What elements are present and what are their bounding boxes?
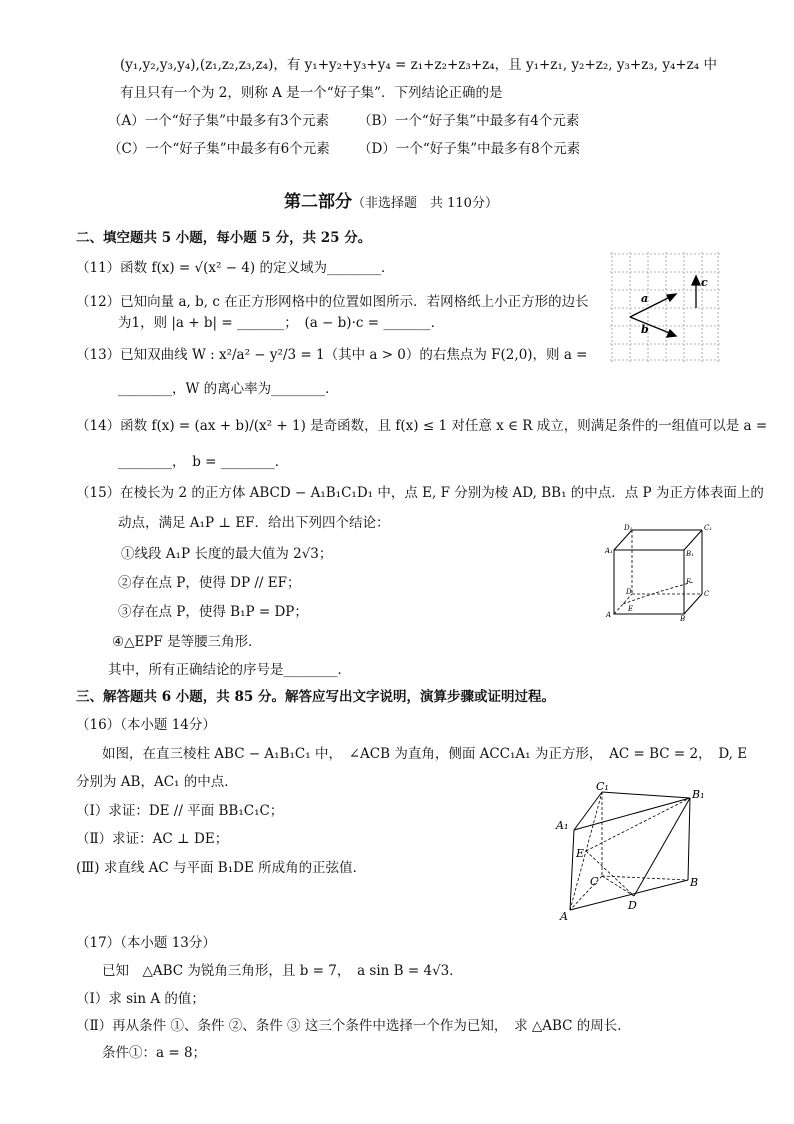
cube-label-c: C — [704, 590, 710, 598]
prism-label-a: A — [560, 910, 568, 923]
q16-line1: 如图，在直三棱柱 ABC − A₁B₁C₁ 中， ∠ACB 为直角，侧面 ACC₁A₁ 为正方形， AC = BC = 2， D, E — [102, 746, 748, 762]
prism-label-e: E — [576, 847, 585, 860]
cube-label-d: D — [626, 588, 632, 596]
section2-heading: 二、填空题共 5 小题，每小题 5 分，共 25 分。 — [76, 230, 372, 246]
q12-line2: 为1，则 |a + b| = _______； (a − b)·c = _______． — [118, 315, 445, 331]
q16-part-i: （Ⅰ）求证：DE // 平面 BB₁C₁C； — [76, 803, 284, 819]
q13-line1: （13）已知双曲线 W : x²/a² − y²/3 = 1（其中 a > 0）的右焦点为 F(2,0)，则 a = — [76, 347, 588, 363]
q17-line1: 已知 △ABC 为锐角三角形，且 b = 7， a sin B = 4√3． — [102, 963, 463, 979]
q15-conclusion-1: ①线段 A₁P 长度的最大值为 2√3； — [121, 546, 333, 562]
section3-heading: 三、解答题共 6 小题，共 85 分。解答应写出文字说明，演算步骤或证明过程。 — [76, 689, 555, 705]
q10-option-c: （C）一个“好子集”中最多有6个元素 — [108, 141, 330, 157]
prism-label-b: B — [690, 876, 699, 889]
vector-c-label: c — [701, 276, 708, 289]
q14-line2: ________， b = ________． — [118, 454, 289, 470]
q16-heading: （16）（本小题 14分） — [76, 717, 216, 733]
q17-heading: （17）（本小题 13分） — [76, 935, 216, 951]
prism-figure — [550, 776, 710, 924]
cube-label-e: E — [628, 605, 634, 613]
part2-title-sub: （非选择题 共 110分） — [352, 196, 498, 211]
q12-line1: （12）已知向量 a, b, c 在正方形网格中的位置如图所示．若网格纸上小正方形的边长 — [76, 294, 589, 310]
cube-label-a: A — [606, 611, 612, 619]
q16-part-ii: （Ⅱ）求证：AC ⊥ DE； — [76, 831, 229, 847]
q17-part-i: （Ⅰ）求 sin A 的值； — [76, 991, 205, 1007]
q15-conclusion-2: ②存在点 P，使得 DP // EF； — [118, 575, 301, 591]
q16-line2: 分别为 AB，AC₁ 的中点． — [76, 774, 238, 790]
prism-label-c1: C₁ — [596, 780, 609, 793]
cube-label-a1: A₁ — [605, 547, 613, 555]
cube-label-b: B — [680, 615, 686, 622]
prism-label-d: D — [628, 899, 637, 912]
cube-figure — [596, 522, 716, 622]
q15-line1: （15）在棱长为 2 的正方体 ABCD − A₁B₁C₁D₁ 中，点 E, F 分别为棱 AD, BB₁ 的中点．点 P 为正方体表面上的 — [76, 485, 764, 501]
prism-label-a1: A₁ — [556, 819, 569, 832]
q10-option-d: （D）一个“好子集”中最多有8个元素 — [358, 141, 581, 157]
q10-option-a: （A）一个“好子集”中最多有3个元素 — [108, 113, 330, 129]
cube-label-d1: D₁ — [624, 524, 633, 532]
prism-label-c: C — [590, 875, 599, 888]
q15-line2: 动点，满足 A₁P ⊥ EF．给出下列四个结论： — [118, 515, 390, 531]
q16-part-iii: (Ⅲ) 求直线 AC 与平面 B₁DE 所成角的正弦值． — [76, 860, 367, 876]
q17-condition-1: 条件①：a = 8； — [102, 1045, 207, 1061]
q10-condition-line2: 有且只有一个为 2，则称 A 是一个“好子集”．下列结论正确的是 — [120, 85, 503, 101]
q10-condition-line1: (y₁,y₂,y₃,y₄),(z₁,z₂,z₃,z₄)，有 y₁+y₂+y₃+y₄ = z₁+z₂+z₃+z₄，且 y₁+z₁, y₂+z₂, y₃+z₃, y₄+z₄ 中 — [120, 57, 717, 73]
prism-label-b1: B₁ — [692, 788, 705, 801]
q10-option-b: （B）一个“好子集”中最多有4个元素 — [358, 113, 580, 129]
vector-grid-figure — [610, 252, 720, 362]
cube-label-b1: B₁ — [686, 550, 694, 558]
part2-title-main: 第二部分 — [284, 192, 352, 212]
q15-conclusion-4: ④△EPF 是等腰三角形． — [112, 634, 262, 650]
q15-ending: 其中，所有正确结论的序号是________． — [108, 662, 351, 678]
q13-line2: ________，W 的离心率为________． — [118, 381, 339, 397]
q17-part-ii: （Ⅱ）再从条件 ①、条件 ②、条件 ③ 这三个条件中选择一个作为已知， 求 △ABC 的周长． — [76, 1018, 631, 1034]
part2-title — [284, 193, 498, 213]
vector-b-label: b — [641, 323, 649, 336]
cube-label-f: F — [686, 578, 691, 586]
q14-line1: （14）函数 f(x) = (ax + b)/(x² + 1) 是奇函数，且 f(x) ≤ 1 对任意 x ∈ R 成立，则满足条件的一组值可以是 a = — [76, 418, 768, 434]
cube-label-c1: C₁ — [704, 524, 713, 532]
q15-conclusion-3: ③存在点 P，使得 B₁P = DP； — [118, 604, 308, 620]
vector-a-label: a — [641, 292, 649, 305]
q11: （11）函数 f(x) = √(x² − 4) 的定义域为________． — [76, 260, 395, 276]
